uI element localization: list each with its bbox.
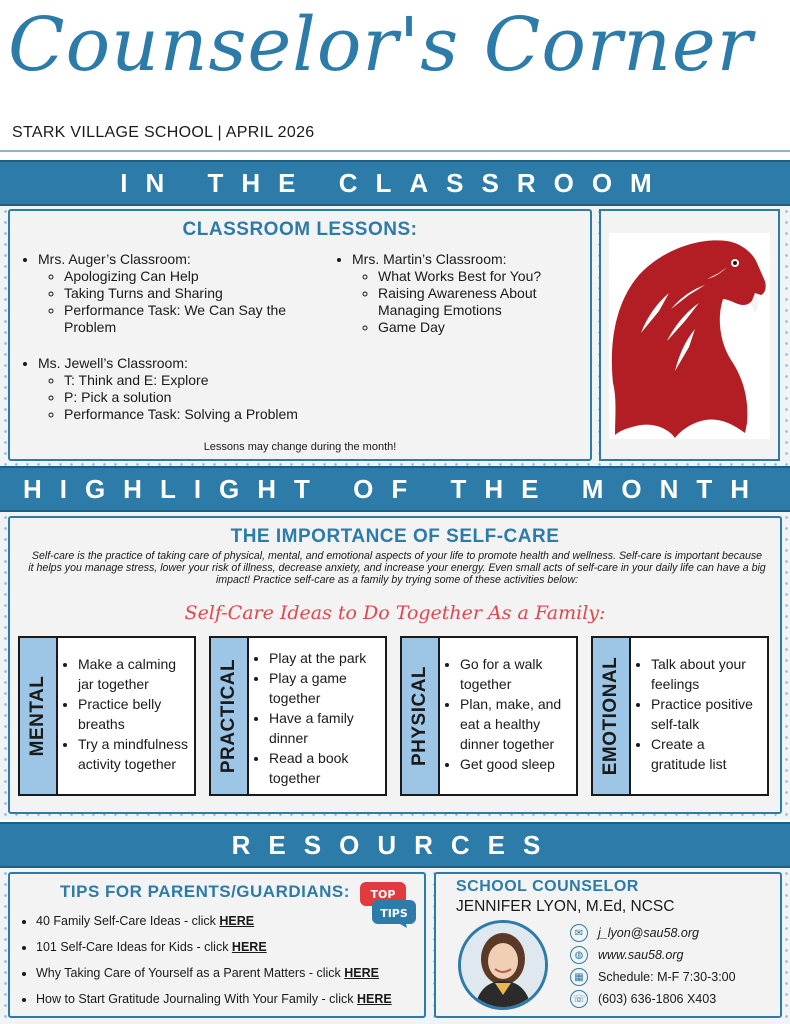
card-item: • Play at the park <box>269 648 381 668</box>
schedule-row <box>570 966 736 988</box>
self-care-body: Self-care is the practice of taking care of physical, mental, and emotional aspects of your life to promote health and wellness. Self-care is important because it helps you manage stress, lower your risk of illness, decrease anxiety, and increase your energy. Even small acts of self-care in your daily life can have a big impact! Practice self-care as a family by trying some of these activities below: <box>28 550 766 586</box>
card-label: EMOTIONAL <box>600 656 621 776</box>
card-item: • Play a game together <box>269 668 381 708</box>
physical-card <box>400 636 578 796</box>
card-item: • Create a gratitude list <box>651 734 763 774</box>
hawk-mascot-icon <box>609 233 770 439</box>
card-item: • Plan, make, and eat a healthy dinner together <box>460 694 572 754</box>
mental-card <box>18 636 196 796</box>
lesson-item: ◦ T: Think and E: Explore <box>64 372 316 389</box>
email-row <box>570 922 699 944</box>
card-item: • Try a mindfulness activity together <box>78 734 190 774</box>
classroom-lessons-heading: CLASSROOM LESSONS: <box>182 219 418 240</box>
card-label: PHYSICAL <box>409 665 430 767</box>
top-tips-bottom-text: TIPS <box>380 907 408 920</box>
card-label: MENTAL <box>27 675 48 757</box>
phone-text: (603) 636-1806 X403 <box>598 992 717 1006</box>
counselor-heading: SCHOOL COUNSELOR <box>456 878 639 895</box>
newsletter-subtitle: STARK VILLAGE SCHOOL | APRIL 2026 <box>12 124 315 141</box>
card-item: • Practice belly breaths <box>78 694 190 734</box>
card-item: • Talk about your feelings <box>651 654 763 694</box>
tip-item: • How to Start Gratitude Journaling With Your Family - click HERE <box>36 986 420 1012</box>
counselor-name: JENNIFER LYON, M.Ed, NCSC <box>456 898 675 915</box>
phone-row <box>570 988 716 1010</box>
highlight-banner-label: HIGHLIGHT OF THE MONTH <box>22 473 768 504</box>
lesson-item: ◦ Performance Task: We Can Say the Problem <box>64 302 316 336</box>
calendar-icon: ▦ <box>570 968 588 986</box>
tip-link[interactable]: HERE <box>219 914 255 928</box>
card-item: • Practice positive self-talk <box>651 694 763 734</box>
classroom-lessons-panel <box>8 209 592 461</box>
card-label-bar <box>211 638 249 794</box>
card-item: • Read a book together <box>269 748 381 788</box>
lesson-item: ◦ Raising Awareness About Managing Emotions <box>378 285 580 319</box>
card-item: • Make a calming jar together <box>78 654 190 694</box>
resources-banner-label: RESOURCES <box>231 829 559 860</box>
counselor-panel <box>434 872 782 1018</box>
highlight-banner <box>0 466 790 512</box>
auger-lessons <box>16 251 316 336</box>
masthead <box>0 0 790 160</box>
email-icon: ✉ <box>570 924 588 942</box>
card-item: • Get good sleep <box>460 754 572 774</box>
self-care-heading: THE IMPORTANCE OF SELF-CARE <box>230 526 560 547</box>
counselor-avatar <box>458 920 548 1010</box>
martin-teacher: Mrs. Martin’s Classroom: <box>352 251 507 267</box>
mascot-panel <box>599 209 780 461</box>
auger-teacher: Mrs. Auger’s Classroom: <box>38 251 191 267</box>
lesson-item: ◦ Taking Turns and Sharing <box>64 285 316 302</box>
website-row <box>570 944 683 966</box>
tip-link[interactable]: HERE <box>231 940 267 954</box>
emotional-card <box>591 636 769 796</box>
card-item: • Go for a walk together <box>460 654 572 694</box>
classroom-banner-label: IN THE CLASSROOM <box>120 167 670 198</box>
resources-banner <box>0 822 790 868</box>
card-label-bar <box>593 638 631 794</box>
card-label: PRACTICAL <box>218 658 239 774</box>
website-text[interactable]: www.sau58.org <box>598 948 684 962</box>
tip-item: • 101 Self-Care Ideas for Kids - click HERE <box>36 934 420 960</box>
counselor-contact <box>570 922 780 1018</box>
tips-heading: TIPS FOR PARENTS/GUARDIANS: <box>60 882 350 901</box>
card-label-bar <box>20 638 58 794</box>
lesson-item: ◦ What Works Best for You? <box>378 268 580 285</box>
martin-lessons <box>330 251 580 336</box>
phone-icon: ☏ <box>570 990 588 1008</box>
lessons-note: Lessons may change during the month! <box>203 441 397 453</box>
newsletter-title: Counselor's Corner <box>8 2 754 88</box>
tip-link[interactable]: HERE <box>356 992 392 1006</box>
jewell-teacher: Ms. Jewell’s Classroom: <box>38 355 188 371</box>
card-label-bar <box>402 638 440 794</box>
tip-item: • 40 Family Self-Care Ideas - click HERE <box>36 908 420 934</box>
tip-item: • Why Taking Care of Yourself as a Parent Matters - click HERE <box>36 960 420 986</box>
lesson-item: ◦ Performance Task: Solving a Problem <box>64 406 316 423</box>
card-item: • Have a family dinner <box>269 708 381 748</box>
tip-link[interactable]: HERE <box>344 966 379 980</box>
lesson-item: ◦ Apologizing Can Help <box>64 268 316 285</box>
lesson-item: ◦ P: Pick a solution <box>64 389 316 406</box>
schedule-text: Schedule: M-F 7:30-3:00 <box>598 970 736 984</box>
globe-icon: ◍ <box>570 946 588 964</box>
email-text[interactable]: j_lyon@sau58.org <box>598 926 699 940</box>
practical-card <box>209 636 387 796</box>
top-tips-top-text: TOP <box>370 888 396 901</box>
ideas-title: Self-Care Ideas to Do Together As a Family: <box>184 602 606 624</box>
lesson-item: ◦ Game Day <box>378 319 580 336</box>
classroom-banner <box>0 160 790 206</box>
header-divider <box>0 150 790 152</box>
tips-panel <box>8 872 426 1018</box>
jewell-lessons <box>16 355 316 423</box>
